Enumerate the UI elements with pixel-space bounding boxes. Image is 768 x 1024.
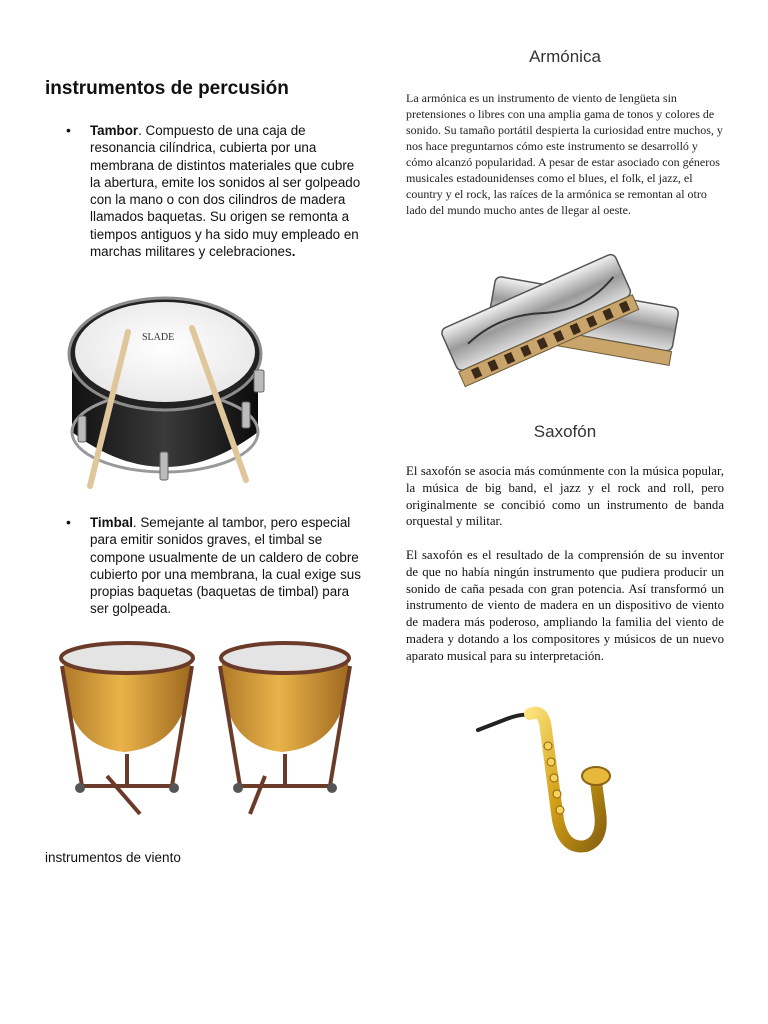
harmonica-image <box>436 246 692 394</box>
bullet-icon: • <box>66 122 71 138</box>
harmonica-paragraph: La armónica es un instrumento de viento de lengüeta sin pretensiones o libres con una amplia gama de tonos y colores de sonido. Su tamaño portátil despierta la curiosidad entre muchos, y nos hace preguntarnos cómo este instrumento se desarrolló y cómo alcanzó popularidad. A pesar de estar asociado con géneros musicales estadounidenses como el blues, el folk, el jazz, el country y el rock, las raíces de la armónica se remontan al otro lado del mundo mucho antes de llegar al oeste. <box>406 91 723 217</box>
tambor-text: . Compuesto de una caja de resonancia cilíndrica, cubierta por una membrana de distintos materiales que cubre la abertura, emite los sonidos al ser golpeado con la mano o con dos cilindros de madera llamados baquetas. Su origen se remonta a tiempos antiguos y ha sido muy empleado en marchas militares y celebraciones <box>90 123 361 260</box>
timpani-icon <box>52 636 352 826</box>
wind-instruments-label: instrumentos de viento <box>45 850 181 865</box>
saxophone-paragraph-1: El saxofón se asocia más comúnmente con la música popular, la música de big band, el jazz y el rock and roll, pero originalmente se concibió como un instrumento de banda orquestal y militar. <box>406 464 724 529</box>
section-heading-percussion: instrumentos de percusión <box>45 78 289 99</box>
drum-brand: SLADE <box>142 332 175 343</box>
saxophone-title: Saxofón <box>533 422 597 441</box>
timpani-image <box>52 636 352 826</box>
timbal-term: Timbal <box>90 515 133 530</box>
saxophone-icon <box>474 700 622 860</box>
snare-drum-image <box>64 292 274 492</box>
tambor-term: Tambor <box>90 123 139 138</box>
timbal-text: . Semejante al tambor, pero especial para emitir sonidos graves, el timbal se compone usualmente de un caldero de cobre cubierto por una membrana, la cual exige sus propias baquetas (baquetas de timbal) para ser golpeada. <box>90 515 361 617</box>
timbal-description <box>90 514 366 618</box>
list-item-tambor <box>66 122 366 260</box>
bullet-icon: • <box>66 514 71 530</box>
tambor-description <box>90 122 366 260</box>
saxophone-paragraph-2: El saxofón es el resultado de la comprensión de su inventor de que no había ningún instrumento que pudiera producir un sonido de caña pesada con gran potencia. Así transformó un instrumento de viento de madera en un dispositivo de viento de madera más poderoso, ampliando la familia del viento de madera y dotando a los compositores y músicos de un nuevo aparato musical para su interpretación. <box>406 548 724 663</box>
saxophone-image <box>474 700 622 860</box>
harmonica-icon <box>436 246 692 394</box>
list-item-timbal <box>66 514 366 618</box>
snare-drum-icon <box>64 292 274 492</box>
harmonica-title: Armónica <box>529 47 601 66</box>
tambor-end: . <box>291 244 296 260</box>
